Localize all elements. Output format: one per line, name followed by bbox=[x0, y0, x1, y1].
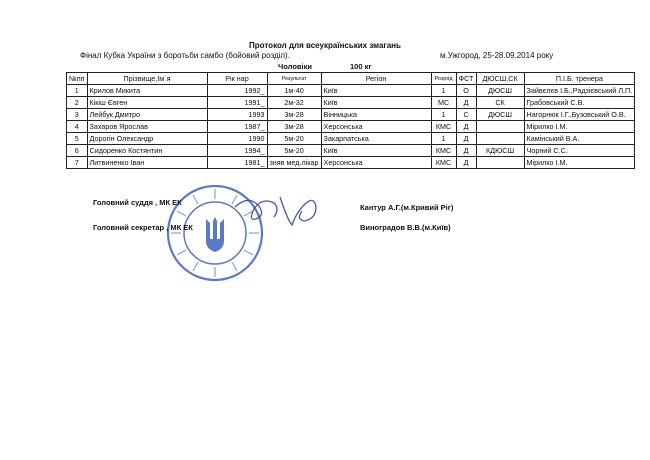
table-row bbox=[67, 133, 635, 145]
cell-fst: С bbox=[456, 109, 476, 121]
cell-school bbox=[476, 121, 524, 133]
cell-coach: Грабовський С.В. bbox=[524, 97, 635, 109]
cell-rank: 1 bbox=[431, 109, 456, 121]
cell-coach: Зайвєлєв І.Б.,Радзієвський Л.П. bbox=[524, 85, 635, 97]
cell-number: 1 bbox=[67, 85, 88, 97]
cell-fst: Д bbox=[456, 145, 476, 157]
chief-secretary-label: Головний секретар , МК ЕК bbox=[93, 223, 193, 232]
cell-region: Київ bbox=[321, 85, 431, 97]
cell-rank: МС bbox=[431, 97, 456, 109]
cell-fst: Д bbox=[456, 133, 476, 145]
cell-coach: Мірилко І.М. bbox=[524, 157, 635, 169]
cell-rank: КМС bbox=[431, 145, 456, 157]
cell-region: Херсонська bbox=[321, 157, 431, 169]
cell-birth-year: 1992_ bbox=[207, 85, 267, 97]
cell-result: 2м-32 bbox=[267, 97, 321, 109]
col-header-result: Результат bbox=[267, 73, 321, 85]
category-label: Чоловіки bbox=[278, 62, 312, 71]
cell-coach: Мірилко І.М. bbox=[524, 121, 635, 133]
cell-birth-year: 1994_ bbox=[207, 145, 267, 157]
cell-rank: КМС bbox=[431, 157, 456, 169]
cell-number: 2 bbox=[67, 97, 88, 109]
table-row bbox=[67, 157, 635, 169]
cell-school: ДЮСШ bbox=[476, 85, 524, 97]
cell-result: 5м-20 bbox=[267, 133, 321, 145]
col-header-coach: П.І.Б. тренера bbox=[524, 73, 635, 85]
cell-result: 3м-28 bbox=[267, 109, 321, 121]
col-header-number: №пп bbox=[67, 73, 88, 85]
place-date: м.Ужгород, 25-28.09.2014 року bbox=[440, 51, 554, 60]
table-row bbox=[67, 121, 635, 133]
cell-rank: 1 bbox=[431, 85, 456, 97]
cell-birth-year: 1993 bbox=[207, 109, 267, 121]
cell-rank: КМС bbox=[431, 121, 456, 133]
cell-birth-year: 1991_ bbox=[207, 97, 267, 109]
cell-school: КДЮСШ bbox=[476, 145, 524, 157]
cell-coach: Нагорнюк І.Г.,Бузовський О.В. bbox=[524, 109, 635, 121]
table-header-row bbox=[67, 73, 635, 85]
cell-birth-year: 1987_ bbox=[207, 121, 267, 133]
cell-name: Лейбук Дмитро bbox=[87, 109, 207, 121]
cell-region: Херсонська bbox=[321, 121, 431, 133]
cell-school bbox=[476, 133, 524, 145]
cell-region: Київ bbox=[321, 97, 431, 109]
cell-number: 3 bbox=[67, 109, 88, 121]
cell-school: СК bbox=[476, 97, 524, 109]
cell-school: ДЮСШ bbox=[476, 109, 524, 121]
col-header-birth-year: Рік нар bbox=[207, 73, 267, 85]
col-header-school: ДЮСШ,СК bbox=[476, 73, 524, 85]
table-row bbox=[67, 109, 635, 121]
cell-region: Закарпатська bbox=[321, 133, 431, 145]
results-table bbox=[66, 72, 635, 169]
table-row bbox=[67, 85, 635, 97]
col-header-fst: ФСТ bbox=[456, 73, 476, 85]
cell-name: Литвиненко Іван bbox=[87, 157, 207, 169]
cell-fst: О bbox=[456, 85, 476, 97]
cell-rank: 1 bbox=[431, 133, 456, 145]
judge-name: Кантур А.Г.(м.Кривий Ріг) bbox=[360, 203, 454, 212]
handwritten-signature-icon bbox=[230, 185, 330, 235]
cell-birth-year: 1981_ bbox=[207, 157, 267, 169]
col-header-region: Регіон bbox=[321, 73, 431, 85]
cell-number: 6 bbox=[67, 145, 88, 157]
cell-result: 1м-40 bbox=[267, 85, 321, 97]
cell-region: Вінницька bbox=[321, 109, 431, 121]
event-name: Фінал Кубка України з боротьби самбо (бойовий розділ). bbox=[80, 51, 290, 60]
secretary-name: Виноградов В.В.(м.Київ) bbox=[360, 223, 451, 232]
cell-region: Київ bbox=[321, 145, 431, 157]
cell-number: 7 bbox=[67, 157, 88, 169]
cell-school bbox=[476, 157, 524, 169]
cell-result: 3м-28 bbox=[267, 121, 321, 133]
document-title: Протокол для всеукраїнських змагань bbox=[249, 41, 401, 50]
table-row bbox=[67, 145, 635, 157]
cell-coach: Камінський В.А. bbox=[524, 133, 635, 145]
cell-name: Сидоренко Костянтин bbox=[87, 145, 207, 157]
chief-judge-label: Головний суддя , МК ЕК bbox=[93, 198, 182, 207]
cell-birth-year: 1990 bbox=[207, 133, 267, 145]
cell-name: Захаров Ярослав bbox=[87, 121, 207, 133]
cell-name: Крилов Микита bbox=[87, 85, 207, 97]
cell-result: 5м-20 bbox=[267, 145, 321, 157]
table-row bbox=[67, 97, 635, 109]
cell-name: Дорогін Олександр bbox=[87, 133, 207, 145]
cell-number: 5 bbox=[67, 133, 88, 145]
cell-result: зняв мед.лікар bbox=[267, 157, 321, 169]
col-header-rank: Розряд bbox=[431, 73, 456, 85]
cell-coach: Чорний С.С. bbox=[524, 145, 635, 157]
cell-name: Кікіш Євген bbox=[87, 97, 207, 109]
col-header-name: Прізвище,Ім`я bbox=[87, 73, 207, 85]
cell-fst: Д bbox=[456, 157, 476, 169]
weight-label: 100 кг bbox=[350, 62, 372, 71]
cell-fst: Д bbox=[456, 97, 476, 109]
cell-number: 4 bbox=[67, 121, 88, 133]
cell-fst: Д bbox=[456, 121, 476, 133]
